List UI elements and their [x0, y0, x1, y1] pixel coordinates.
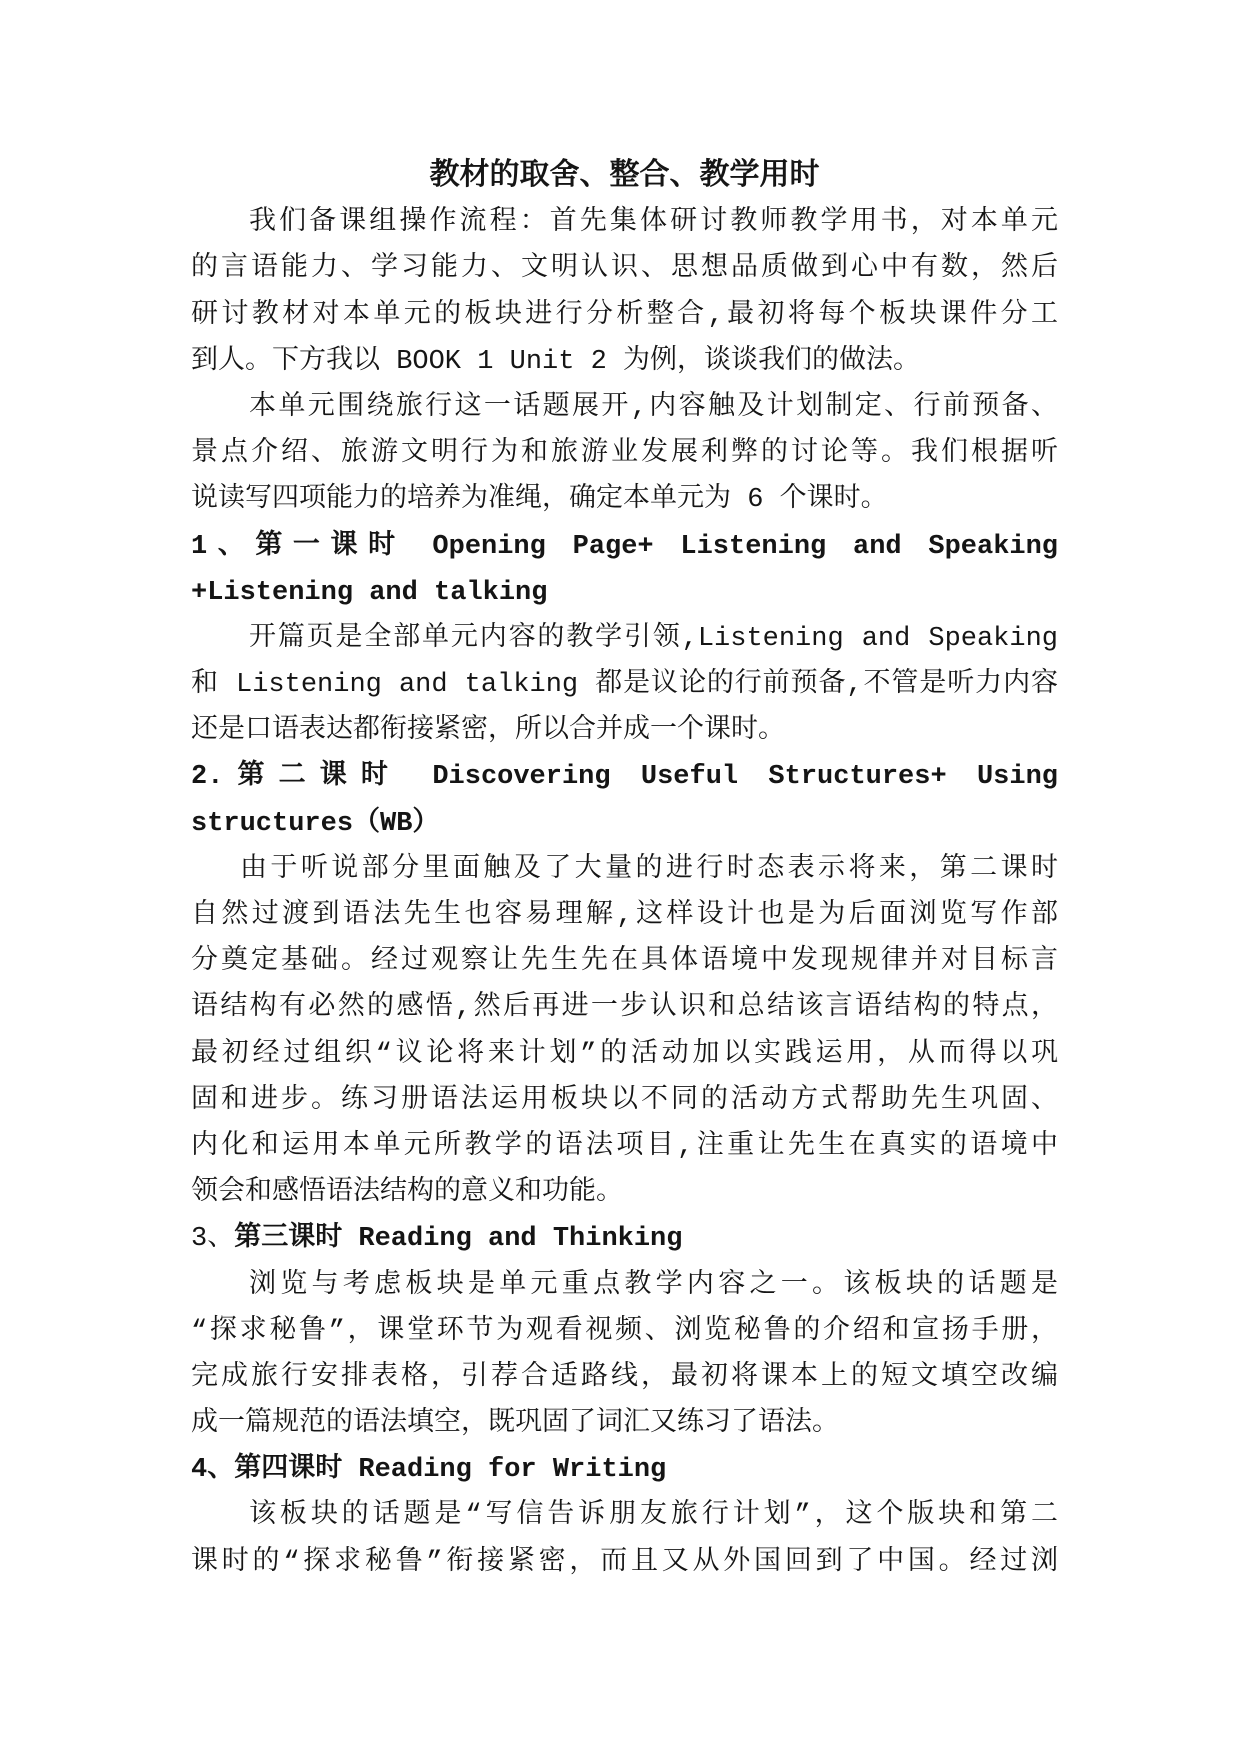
lesson-title: 第一课时 Opening Page+ Listening and Speaking [255, 531, 1059, 562]
lesson-2-section [191, 754, 1058, 1216]
text-line: 内化和运用本单元所教学的语法项目,注重让先生在真实的语境中 [191, 1131, 1058, 1162]
text-line: 固和进步。练习册语法运用板块以不同的活动方式帮助先生巩固、 [191, 1085, 1058, 1116]
text-line: 语结构有必然的感悟,然后再进一步认识和总结该言语结构的特点， [191, 993, 1058, 1024]
lesson-paragraph [191, 1263, 1058, 1448]
lesson-heading [191, 754, 1058, 846]
intro-paragraph-1 [191, 200, 1058, 385]
text-line: 我们备课组操作流程：首先集体研讨教师教学用书，对本单元 [249, 208, 1058, 239]
document-body [191, 154, 1058, 1586]
lesson-heading [191, 524, 1058, 616]
text-line: 浏览与考虑板块是单元重点教学内容之一。该板块的话题是 [249, 1270, 1058, 1301]
heading-line [191, 1216, 1058, 1262]
lesson-1-section [191, 524, 1058, 755]
text-line: 该板块的话题是“写信告诉朋友旅行计划”，这个版块和第二 [249, 1501, 1058, 1532]
heading-line [191, 1447, 1058, 1493]
text-line: 自然过渡到语法先生也容易理解,这样设计也是为后面浏览写作部 [191, 901, 1058, 931]
text-line: 成一篇规范的语法填空，既巩固了词汇又练习了语法。 [191, 1409, 839, 1440]
text-line: 的言语能力、学习能力、文明认识、思想品质做到心中有数，然后 [191, 254, 1058, 285]
lesson-title: 第二课时 Discovering Useful Structures+ Using [223, 762, 1058, 793]
text-line: 本单元围绕旅行这一话题展开,内容触及计划制定、行前预备、 [249, 392, 1058, 423]
text-line: 开篇页是全部单元内容的教学引领,Listening and Speaking [249, 623, 1058, 654]
lesson-heading [191, 1447, 1058, 1493]
text-line: 研讨教材对本单元的板块进行分析整合,最初将每个板块课件分工 [191, 300, 1058, 331]
document-title: 教材的取舍、整合、教学用时 [429, 160, 820, 194]
lesson-number: 1、 [191, 531, 256, 562]
lesson-paragraph [191, 1493, 1058, 1585]
heading-line [191, 754, 1058, 800]
lesson-title: 第四课时 Reading for Writing [234, 1455, 667, 1486]
lesson-number: 4、 [191, 1455, 235, 1486]
text-line: 课时的“探求秘鲁”衔接紧密，而且又从外国回到了中国。经过浏 [191, 1547, 1058, 1578]
text-line: 说读写四项能力的培养为准绳，确定本单元为 6 个课时。 [191, 485, 888, 516]
lesson-title-continued: structures（WB） [191, 808, 440, 839]
text-line: 还是口语表达都衔接紧密，所以合并成一个课时。 [191, 716, 785, 747]
text-line: 到人。下方我以 BOOK 1 Unit 2 为例，谈谈我们的做法。 [191, 346, 921, 377]
lesson-4-section [191, 1447, 1058, 1586]
text-line: 由于听说部分里面触及了大量的进行时态表示将来，第二课时 [240, 854, 1058, 885]
text-line: “探求秘鲁”，课堂环节为观看视频、浏览秘鲁的介绍和宣扬手册， [191, 1316, 1058, 1347]
text-line: 和 Listening and talking 都是议论的行前预备,不管是听力内容 [191, 670, 1058, 701]
lesson-number: 2. [191, 762, 224, 793]
lesson-title: 第三课时 Reading and Thinking [234, 1224, 683, 1255]
lesson-title-continued: +Listening and talking [191, 577, 548, 608]
text-line: 完成旅行安排表格，引荐合适路线，最初将课本上的短文填空改编 [191, 1362, 1058, 1393]
lesson-3-section [191, 1216, 1058, 1447]
text-line: 分奠定基础。经过观察让先生先在具体语境中发现规律并对目标言 [191, 947, 1058, 978]
text-line: 最初经过组织“议论将来计划”的活动加以实践运用，从而得以巩 [191, 1039, 1058, 1070]
lesson-paragraph [191, 616, 1058, 755]
text-line: 领会和感悟语法结构的意义和功能。 [191, 1178, 623, 1209]
text-line: 景点介绍、旅游文明行为和旅游业发展利弊的讨论等。我们根据听 [191, 439, 1058, 470]
intro-paragraph-2 [191, 385, 1058, 524]
lesson-paragraph [191, 847, 1058, 1217]
lesson-number: 3、 [191, 1224, 235, 1255]
lesson-heading [191, 1216, 1058, 1262]
heading-line [191, 524, 1058, 570]
